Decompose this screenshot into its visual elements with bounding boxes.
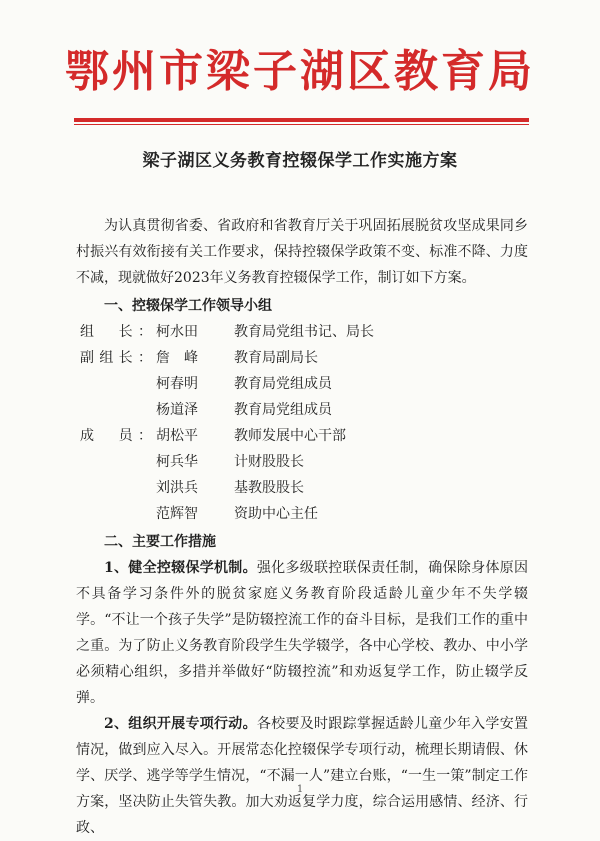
leader-title: 教师发展中心干部 (234, 428, 346, 444)
measure-lead: 2、组织开展专项行动。 (104, 716, 257, 732)
leader-row (76, 501, 528, 527)
leader-title: 教育局党组书记、局长 (234, 324, 374, 340)
leader-name: 胡松平 (156, 428, 198, 444)
section-heading-measures: 二、主要工作措施 (104, 534, 216, 550)
leader-row (76, 345, 528, 371)
leader-role (76, 475, 152, 501)
leader-role: 组 长： (80, 324, 152, 340)
leader-title: 资助中心主任 (234, 506, 318, 522)
leader-row (76, 371, 528, 397)
leader-name: 范辉智 (156, 506, 198, 522)
org-letterhead: 鄂州市梁子湖区教育局 (65, 46, 535, 97)
leadership-list (76, 319, 528, 527)
measure-paragraph (76, 555, 528, 711)
letterhead-rule-thin (74, 124, 529, 125)
leader-role (76, 371, 152, 397)
leader-row (76, 319, 528, 345)
page-number: 1 (296, 784, 304, 795)
leader-row (76, 423, 528, 449)
leader-title: 教育局党组成员 (234, 376, 332, 392)
measure-text: 各校要及时跟踪掌握适龄儿童少年入学安置情况，做到应入尽入。开展常态化控辍保学专项行动，梳理长期请假、休学、厌学、逃学等学生情况，“不漏一人”建立台账，“一生一策”制定工作方案，坚决防止失管失教。加大劝返复学力度，综合运用感情、经济、行政、 (76, 716, 528, 836)
leader-role (76, 449, 152, 475)
document-title: 梁子湖区义务教育控辍保学工作实施方案 (142, 151, 458, 171)
leader-row (76, 449, 528, 475)
leader-title: 基教股股长 (234, 480, 304, 496)
leader-name: 柯春明 (156, 376, 198, 392)
leader-row (76, 397, 528, 423)
document-body (76, 213, 528, 841)
leader-name: 刘洪兵 (156, 480, 198, 496)
leader-title: 教育局党组成员 (234, 402, 332, 418)
leader-title: 计财股股长 (234, 454, 304, 470)
measure-lead: 1、健全控辍保学机制。 (104, 560, 257, 576)
intro-paragraph: 为认真贯彻省委、省政府和省教育厅关于巩固拓展脱贫攻坚成果同乡村振兴有效衔接有关工作要求，保持控辍保学政策不变、标准不降、力度不减，现就做好2023年义务教育控辍保学工作，制订如下方案。 (76, 218, 528, 286)
leader-role (76, 501, 152, 527)
measure-text: 强化多级联控联保责任制，确保除身体原因不具备学习条件外的脱贫家庭义务教育阶段适龄儿童少年不失学辍学。“不让一个孩子失学”是防辍控流工作的奋斗目标，是我们工作的重中之重。为了防止义务教育阶段学生失学辍学，各中心学校、教办、中小学必须精心组织，多措并举做好“防辍控流”和劝返复学工作，防止辍学反弹。 (76, 560, 528, 706)
leader-name: 詹 峰 (156, 350, 198, 366)
measure-paragraph (76, 711, 528, 841)
leader-role: 成 员： (80, 428, 152, 444)
section-heading-leadership: 一、控辍保学工作领导小组 (104, 298, 272, 314)
leader-title: 教育局副局长 (234, 350, 318, 366)
leader-row (76, 475, 528, 501)
leader-role (76, 397, 152, 423)
leader-name: 杨道泽 (156, 402, 198, 418)
letterhead-rule-thick (74, 118, 529, 122)
leader-role: 副组长： (80, 350, 152, 366)
leader-name: 柯兵华 (156, 454, 198, 470)
leader-name: 柯水田 (156, 324, 198, 340)
